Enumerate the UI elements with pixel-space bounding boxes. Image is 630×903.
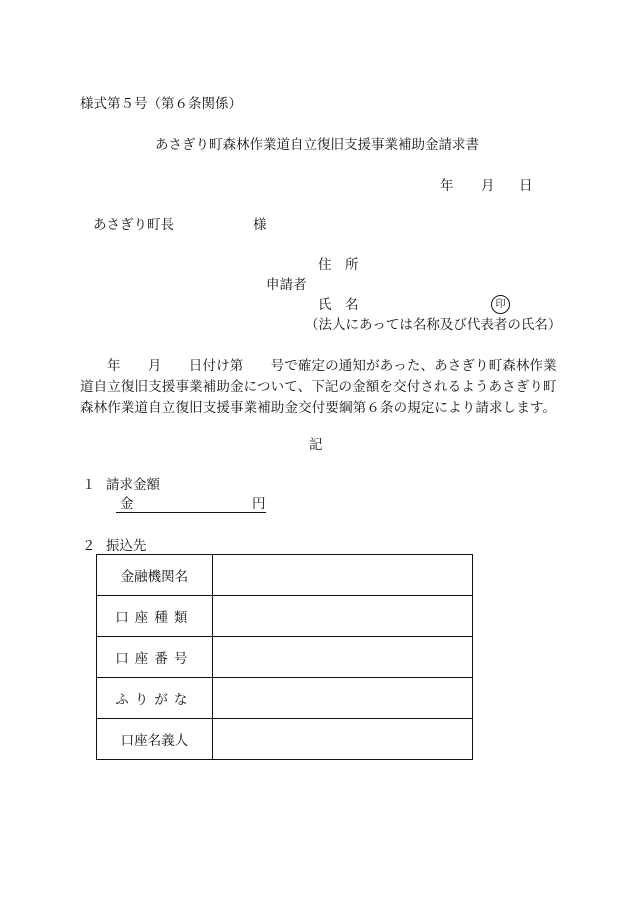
- corporate-note: （法人にあっては名称及び代表者の氏名）: [305, 317, 562, 333]
- seal-mark: 印: [491, 295, 510, 314]
- account-number-field[interactable]: [212, 637, 472, 678]
- bank-name-field[interactable]: [212, 555, 472, 596]
- section2-number: ２: [82, 538, 96, 554]
- table-row: [97, 637, 473, 678]
- amount-prefix: 金: [120, 496, 134, 512]
- table-row: [97, 555, 473, 596]
- section1-number: １: [82, 477, 96, 493]
- address-label: 住 所: [318, 257, 359, 273]
- section1-label: 請求金額: [106, 477, 160, 493]
- table-row: [97, 596, 473, 637]
- date-month-label: 月: [481, 178, 495, 194]
- name-label: 氏 名: [318, 297, 359, 313]
- account-number-label: 口座番号: [97, 637, 213, 678]
- section2-label: 振込先: [106, 538, 147, 554]
- account-type-label: 口座種類: [97, 596, 213, 637]
- form-number: 様式第５号（第６条関係）: [80, 96, 242, 112]
- account-type-field[interactable]: [212, 596, 472, 637]
- account-holder-field[interactable]: [212, 719, 472, 760]
- addressee-honorific: 様: [253, 217, 267, 233]
- date-day-label: 日: [519, 178, 533, 194]
- furigana-field[interactable]: [212, 678, 472, 719]
- addressee-name: あさぎり町長: [93, 217, 174, 233]
- ki-heading: 記: [309, 437, 323, 453]
- amount-suffix: 円: [252, 496, 266, 512]
- request-body-text: 年 月 日付け第 号で確定の通知があった、あさぎり町森林作業道自立復旧支援事業補助金について、下記の金額を交付されるようあさぎり町森林作業道自立復旧支援事業補助金交付要綱第６条の規定により請求します。: [80, 358, 557, 416]
- bank-transfer-table: [96, 554, 473, 760]
- form-title: あさぎり町森林作業道自立復旧支援事業補助金請求書: [155, 137, 479, 153]
- furigana-label: ふりがな: [97, 678, 213, 719]
- applicant-label: 申請者: [266, 277, 307, 293]
- table-row: [97, 678, 473, 719]
- date-year-label: 年: [440, 178, 454, 194]
- account-holder-label: 口座名義人: [97, 719, 213, 760]
- amount-underline: [116, 512, 266, 513]
- table-row: [97, 719, 473, 760]
- bank-name-label: 金融機関名: [97, 555, 213, 596]
